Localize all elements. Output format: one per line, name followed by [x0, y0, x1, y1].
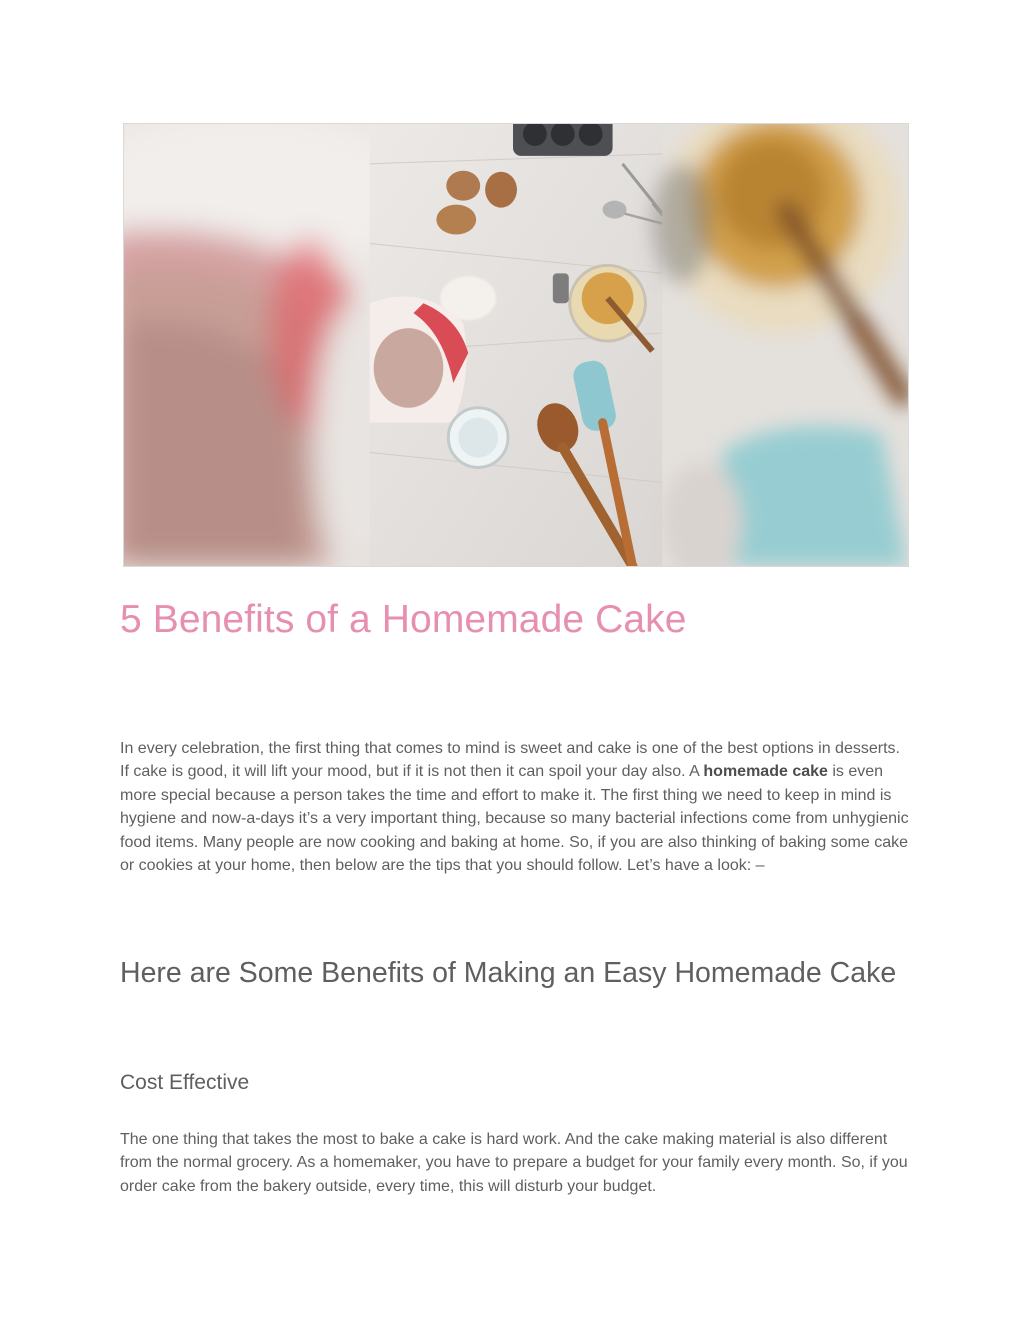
subsection-heading: Cost Effective	[120, 1071, 250, 1094]
baking-ingredients-collage	[124, 124, 908, 566]
page-title: 5 Benefits of a Homemade Cake	[120, 598, 687, 641]
middle-panel	[370, 124, 663, 566]
intro-paragraph	[120, 737, 910, 877]
hero-image	[123, 123, 909, 567]
homemade-cake-keyword: homemade cake	[703, 763, 828, 781]
right-panel	[652, 124, 907, 566]
intro-text-start: In every celebration, the first thing that comes to mind is sweet and cake is one of the best options in desserts. If cake is good, it will lift your mood, but if it is not then it can spoil your day also. A	[120, 740, 900, 781]
intro-text-end: is even more special because a person takes the time and effort to make it. The first thing we need to keep in mind is hygiene and now-a-days it’s a very important thing, because so many bacterial infections come from unhygienic food items. Many people are now cooking and baking at home. So, if you are also thinking of baking some cake or cookies at your home, then below are the tips that you should follow. Let’s have a look: –	[120, 763, 909, 875]
section-heading: Here are Some Benefits of Making an Easy Homemade Cake	[120, 957, 897, 989]
cost-effective-paragraph: The one thing that takes the most to bake a cake is hard work. And the cake making material is also different from the normal grocery. As a homemaker, you have to prepare a budget for your family every month. So, if you order cake from the bakery outside, every time, this will disturb your budget.	[120, 1131, 908, 1195]
